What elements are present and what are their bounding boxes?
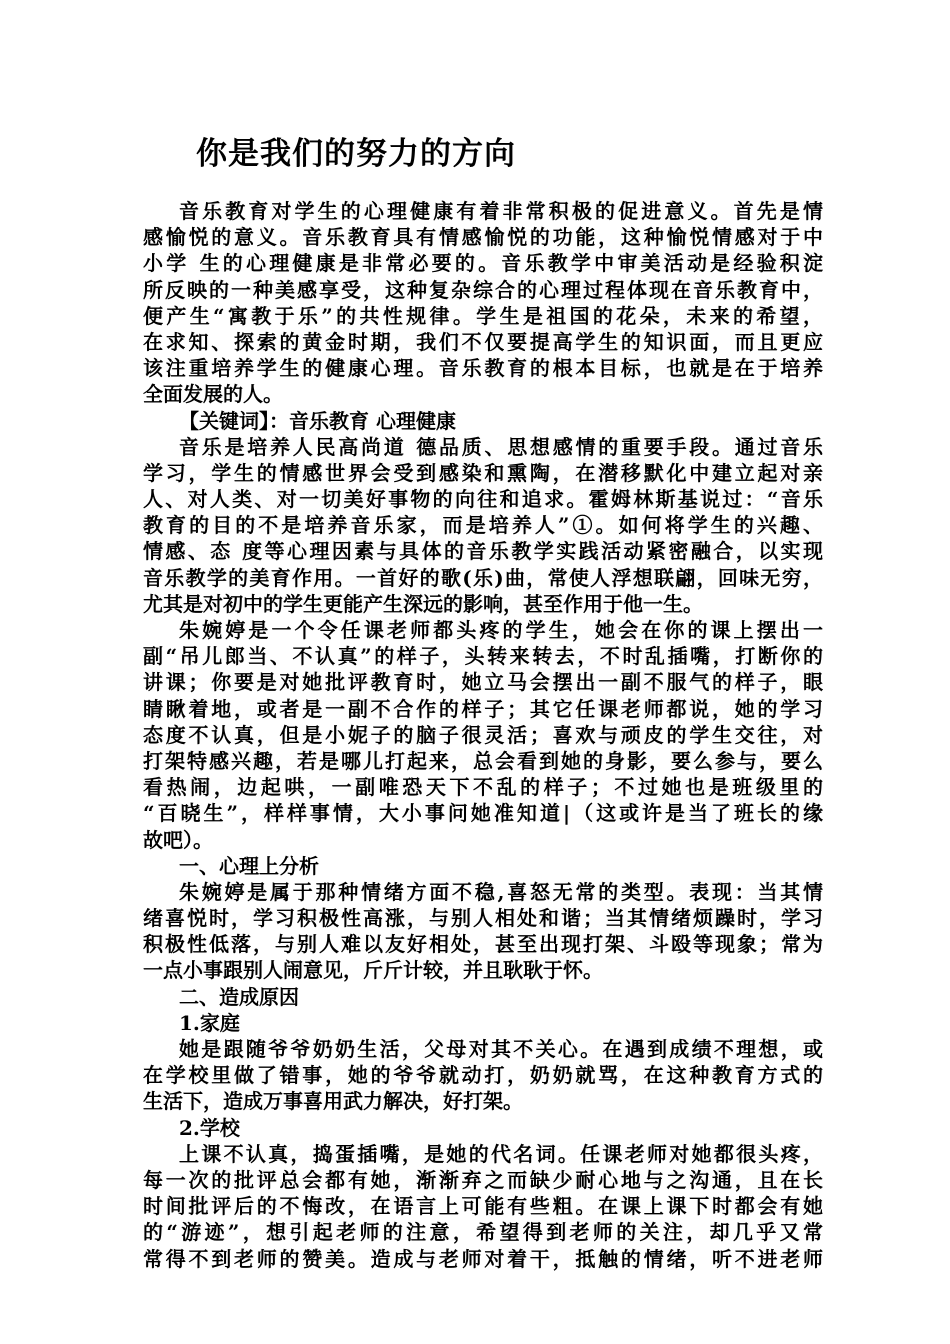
text-line: 副“吊儿郎当、不认真”的样子，头转来转去，不时乱插嘴，打断你的 — [143, 644, 823, 669]
text-line: 音乐教学的美育作用。一首好的歌(乐)曲，常使人浮想联翩，回味无穷， — [143, 565, 823, 590]
text-line: 人、对人类、对一切美好事物的向往和追求。霍姆林斯基说过：“音乐 — [143, 487, 823, 512]
document-title: 你是我们的努力的方向 — [196, 136, 516, 172]
text-line: 2.学校 — [179, 1115, 240, 1140]
text-line: 一点小事跟别人闹意见，斤斤计较，并且耿耿于怀。 — [143, 958, 603, 983]
text-line: 便产生“寓教于乐”的共性规律。学生是祖国的花朵，未来的希望， — [143, 303, 823, 328]
text-line: 【关键词】：音乐教育 心理健康 — [179, 408, 456, 433]
text-line: 讲课；你要是对她批评教育时，她立马会摆出一副不服气的样子，眼 — [143, 670, 823, 695]
text-line: 生活下，造成万事喜用武力解决，好打架。 — [143, 1089, 523, 1114]
text-line: 该注重培养学生的健康心理。音乐教育的根本目标，也就是在于培养 — [143, 356, 823, 381]
text-line: 在学校里做了错事，她的爷爷就动打，奶奶就骂，在这种教育方式的 — [143, 1063, 823, 1088]
text-line: 积极性低落，与别人难以友好相处，甚至出现打架、斗殴等现象；常为 — [143, 932, 823, 957]
text-line: 一、心理上分析 — [179, 853, 319, 878]
text-line: 感愉悦的意义。音乐教育具有情感愉悦的功能，这种愉悦情感对于中 — [143, 225, 823, 250]
text-line: 看热闹，边起哄，一副唯恐天下不乱的样子；不过她也是班级里的 — [143, 775, 823, 800]
text-line: 教育的目的不是培养音乐家，而是培养人”①。如何将学生的兴趣、 — [143, 513, 823, 538]
text-line: 常得不到老师的赞美。造成与老师对着干，抵触的情绪，听不进老师 — [143, 1246, 823, 1271]
text-line: 学习，学生的情感世界会受到感染和熏陶，在潜移默化中建立起对亲 — [143, 460, 823, 485]
text-line: 所反映的一种美感享受，这种复杂综合的心理过程体现在音乐教育中， — [143, 277, 823, 302]
text-line: 全面发展的人。 — [143, 382, 283, 407]
text-line: 的“游迹”，想引起老师的注意，希望得到老师的关注，却几乎又常 — [143, 1220, 823, 1245]
text-line: 尤其是对初中的学生更能产生深远的影响，甚至作用于他一生。 — [143, 591, 703, 616]
text-line: 1.家庭 — [179, 1010, 240, 1035]
text-line: 每一次的批评总会都有她，渐渐弃之而缺少耐心地与之沟通，且在长 — [143, 1167, 823, 1192]
text-line: 音乐教育对学生的心理健康有着非常积极的促进意义。首先是情 — [179, 199, 823, 223]
text-line: 打架特感兴趣，若是哪儿打起来，总会看到她的身影，要么参与，要么 — [143, 748, 823, 773]
text-line: 绪喜悦时，学习积极性高涨，与别人相处和谐；当其情绪烦躁时，学习 — [143, 906, 823, 931]
text-line: 朱婉婷是属于那种情绪方面不稳,喜怒无常的类型。表现：当其情 — [179, 879, 823, 904]
text-line: 情感、态 度等心理因素与具体的音乐教学实践活动紧密融合，以实现 — [143, 539, 823, 564]
document-body — [143, 198, 823, 1272]
text-line: 她是跟随爷爷奶奶生活，父母对其不关心。在遇到成绩不理想，或 — [179, 1037, 823, 1061]
text-line: 二、造成原因 — [179, 984, 299, 1009]
text-line: 时间批评后的不悔改，在语言上可能有些粗。在课上课下时都会有她 — [143, 1194, 823, 1219]
text-line: 故吧）。 — [143, 827, 213, 852]
text-line: 音乐是培养人民高尚道 德品质、思想感情的重要手段。通过音乐 — [179, 434, 823, 459]
text-line: 睛瞅着地，或者是一副不合作的样子；其它任课老师都说，她的学习 — [143, 696, 823, 721]
text-line: 在求知、探索的黄金时期，我们不仅要提高学生的知识面，而且更应 — [143, 329, 823, 354]
text-line: 上课不认真，捣蛋插嘴，是她的代名词。任课老师对她都很头疼， — [179, 1141, 823, 1166]
text-line: 朱婉婷是一个令任课老师都头疼的学生，她会在你的课上摆出一 — [179, 618, 823, 642]
text-line: “百晓生”，样样事情，大小事问她准知道|（这或许是当了班长的缘 — [143, 801, 823, 826]
text-line: 态度不认真，但是小妮子的脑子很灵活；喜欢与顽皮的学生交往，对 — [143, 722, 823, 747]
text-line: 小学 生的心理健康是非常必要的。音乐教学中审美活动是经验积淀 — [143, 251, 823, 276]
